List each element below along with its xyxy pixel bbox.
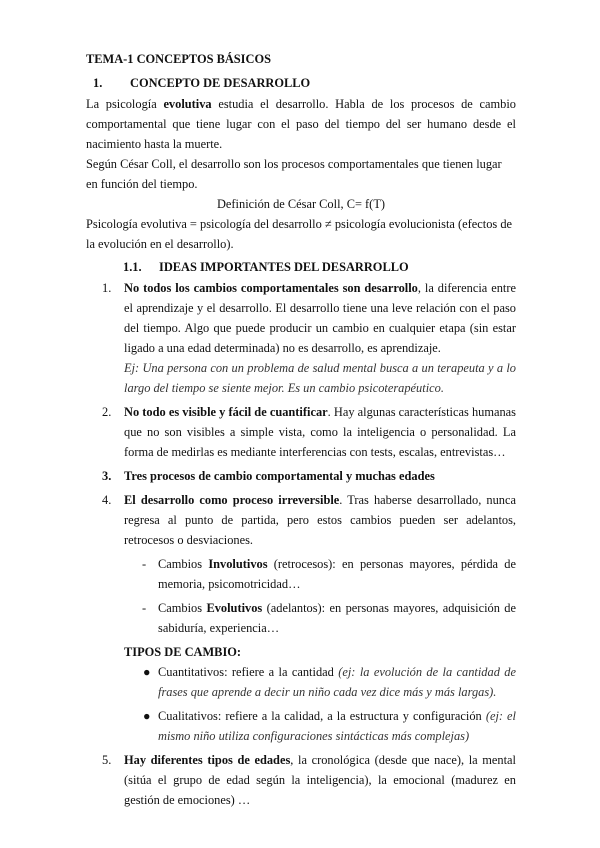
section-number: 1. — [93, 76, 103, 90]
section-heading-1 — [86, 72, 516, 94]
bold-term: Involutivos — [208, 557, 268, 571]
bold-term: No todos los cambios comportamentales son desarrollo — [124, 281, 418, 295]
list-number: 2. — [102, 405, 112, 419]
dash-marker: - — [142, 601, 147, 615]
paragraph-psicologia-equivalencias: Psicología evolutiva = psicología del desarrollo ≠ psicología evolucionista (efectos de la evolución en el desarrollo). — [86, 217, 513, 251]
list-number: 5. — [102, 753, 112, 767]
section-number: 1.1. — [123, 260, 142, 274]
paragraph-cesar-coll: Según César Coll, el desarrollo son los procesos comportamentales que tienen lugar en función del tiempo. — [86, 157, 502, 191]
sub-item-involutivos — [86, 554, 516, 594]
bullet-cualitativos — [86, 706, 516, 746]
text-run: Cambios — [158, 601, 207, 615]
list-item-3 — [86, 466, 516, 486]
text-run: Cambios — [158, 557, 209, 571]
dash-marker: - — [142, 557, 147, 571]
text-run: Cuantitativos: refiere a la cantidad — [158, 665, 339, 679]
text-run: (retrocesos): en personas mayores, pérdida de memoria, psicomotricidad… — [158, 557, 517, 591]
section-title: IDEAS IMPORTANTES DEL DESARROLLO — [159, 260, 409, 274]
sub-item-evolutivos — [86, 598, 516, 638]
bold-term: No todo es visible y fácil de cuantificar — [124, 405, 328, 419]
bold-term: El desarrollo como proceso irreversible — [124, 493, 340, 507]
text-run: (adelantos): en personas mayores, adquisición de sabiduría, experiencia… — [158, 601, 516, 635]
document-body — [86, 48, 516, 810]
example-text: Ej: Una persona con un problema de salud mental busca a un terapeuta y a lo largo del tiempo se siente mejor. Es un cambio psicoterapéutico. — [124, 361, 516, 395]
bullet-marker: ● — [143, 709, 151, 723]
list-number: 4. — [102, 493, 112, 507]
bold-term: Tres procesos de cambio comportamental y muchas edades — [124, 469, 435, 483]
list-number: 3. — [102, 469, 112, 483]
list-item-1 — [86, 278, 516, 398]
bullet-cuantitativos — [86, 662, 516, 702]
tipos-de-cambio-heading: TIPOS DE CAMBIO: — [124, 645, 242, 659]
text-run: , la cronológica (desde que nace), la mental (sitúa el grupo de edad según la inteligencia), la emocional (madurez en gestión de emociones) … — [124, 753, 516, 807]
list-item-2 — [86, 402, 516, 462]
text-run: Cualitativos: refiere a la calidad, a la estructura y configuración — [158, 709, 486, 723]
list-number: 1. — [102, 281, 112, 295]
list-item-5 — [86, 750, 516, 810]
bold-term: evolutiva — [163, 97, 212, 111]
text-run: , la diferencia entre el aprendizaje y el desarrollo. El desarrollo tiene una leve relación con el paso del tiempo. Algo que puede producir un cambio en cualquier etapa (sin estar ligado a una edad determinada) no es desarrollo, es aprendizaje. — [124, 281, 516, 355]
bold-term: Evolutivos — [206, 601, 263, 615]
text-run: estudia el desarrollo. Habla de los procesos de cambio comportamental que tiene lugar con el paso del tiempo del ser humano desde el nacimiento hasta la muerte. — [86, 97, 516, 151]
text-run: La psicología — [86, 97, 164, 111]
text-run: . Tras haberse desarrollado, nunca regresa al punto de partida, pero estos cambios pueden ser adelantos, retrocesos o desviaciones. — [124, 493, 517, 547]
definition-line: Definición de César Coll, C= f(T) — [216, 197, 386, 211]
paragraph-psicologia-evolutiva — [86, 94, 516, 154]
bold-term: Hay diferentes tipos de edades — [124, 753, 291, 767]
section-heading-1-1 — [86, 256, 516, 278]
text-run: . Hay algunas características humanas que no son visibles a simple vista, como la inteligencia o personalidad. La forma de medirlas es mediante interferencias con tests, escalas, entrevistas… — [124, 405, 516, 459]
example-text: (ej: la evolución de la cantidad de frases que aprende a decir un niño cada vez dice más y más largas). — [158, 665, 516, 699]
bullet-marker: ● — [143, 665, 151, 679]
example-text: (ej: el mismo niño utiliza configuraciones sintácticas más complejas) — [158, 709, 517, 743]
document-title: TEMA-1 CONCEPTOS BÁSICOS — [86, 52, 271, 66]
list-item-4 — [86, 490, 516, 550]
section-title: CONCEPTO DE DESARROLLO — [130, 76, 311, 90]
